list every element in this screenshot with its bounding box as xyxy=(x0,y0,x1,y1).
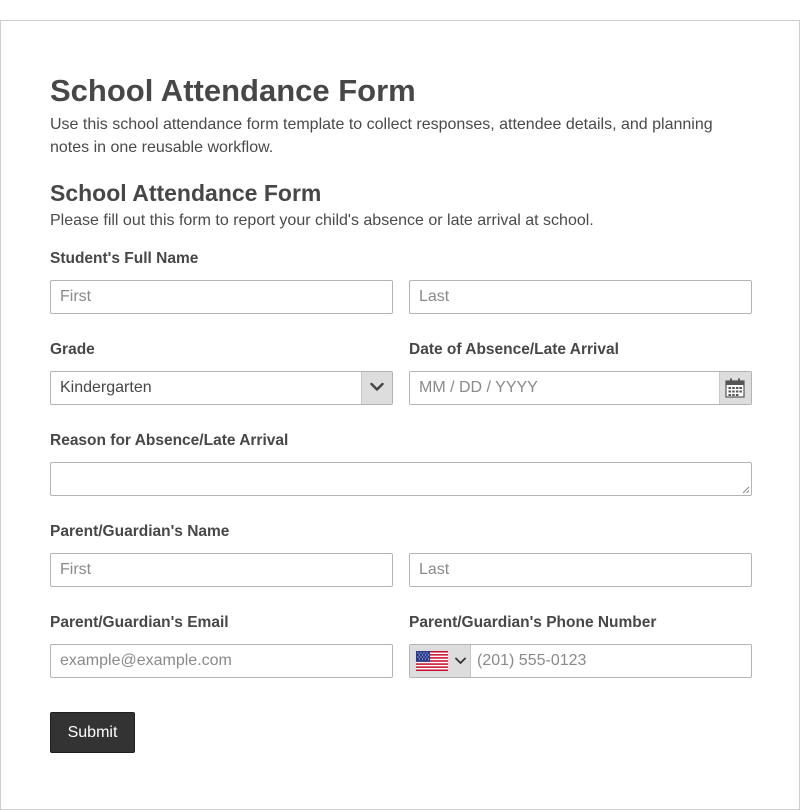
parent-email-label: Parent/Guardian's Email xyxy=(50,614,229,631)
parent-email-placeholder: example@example.com xyxy=(60,652,232,669)
parent-phone-label: Parent/Guardian's Phone Number xyxy=(409,614,657,631)
student-first-name-input[interactable] xyxy=(50,280,393,314)
parent-phone-placeholder: (201) 555-0123 xyxy=(477,652,587,669)
grade-label: Grade xyxy=(50,341,95,358)
page-title: School Attendance Form xyxy=(50,73,416,108)
grade-selected-value: Kindergarten xyxy=(60,379,152,396)
country-code-selector[interactable] xyxy=(410,645,471,677)
parent-phone-input[interactable] xyxy=(409,644,752,678)
date-input[interactable] xyxy=(409,371,752,405)
date-placeholder: MM / DD / YYYY xyxy=(419,379,538,396)
submit-button[interactable]: Submit xyxy=(50,712,135,753)
parent-last-name-input[interactable] xyxy=(409,553,752,587)
calendar-button[interactable] xyxy=(719,372,751,404)
student-last-name-input[interactable] xyxy=(409,280,752,314)
parent-name-label: Parent/Guardian's Name xyxy=(50,523,230,540)
parent-last-name-placeholder: Last xyxy=(419,561,450,578)
resize-grip-icon[interactable] xyxy=(742,486,750,494)
form-card xyxy=(0,20,800,810)
student-first-name-placeholder: First xyxy=(60,288,92,305)
reason-textarea[interactable] xyxy=(50,462,752,496)
parent-first-name-input[interactable] xyxy=(50,553,393,587)
page-description: Use this school attendance form template to collect responses, attendee details, and planning notes in one reusable workflow. xyxy=(50,116,713,156)
calendar-icon xyxy=(725,378,745,398)
parent-email-input[interactable] xyxy=(50,644,393,678)
chevron-down-icon xyxy=(455,657,466,665)
form-title: School Attendance Form xyxy=(50,180,322,206)
chevron-down-icon xyxy=(370,382,384,392)
parent-first-name-placeholder: First xyxy=(60,561,92,578)
us-flag-icon xyxy=(416,651,448,671)
student-name-label: Student's Full Name xyxy=(50,250,199,267)
grade-dropdown-button[interactable] xyxy=(361,372,392,404)
form-description: Please fill out this form to report your child's absence or late arrival at school. xyxy=(50,212,594,229)
student-last-name-placeholder: Last xyxy=(419,288,450,305)
reason-label: Reason for Absence/Late Arrival xyxy=(50,432,289,449)
date-label: Date of Absence/Late Arrival xyxy=(409,341,619,358)
grade-select[interactable] xyxy=(50,371,393,405)
